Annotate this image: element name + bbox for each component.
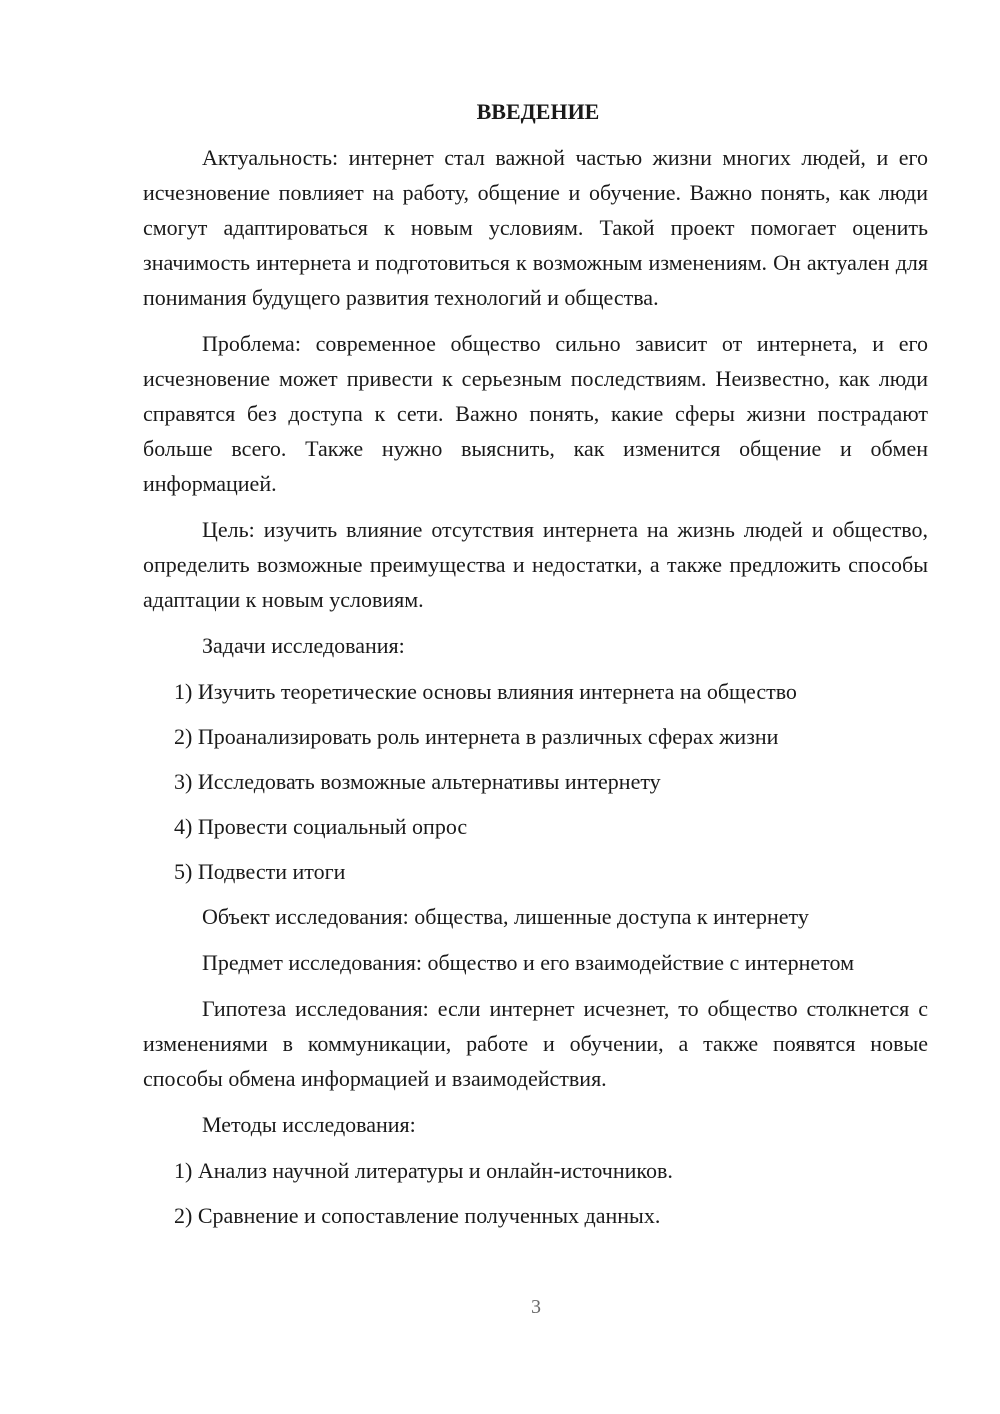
task-item: 5) Подвести итоги <box>174 859 346 884</box>
object-paragraph: Объект исследования: общества, лишенные доступа к интернету <box>202 904 809 929</box>
subject-paragraph: Предмет исследования: общество и его взаимодействие с интернетом <box>202 950 855 975</box>
method-item: 1) Анализ научной литературы и онлайн-источников. <box>174 1158 673 1183</box>
method-item: 2) Сравнение и сопоставление полученных данных. <box>174 1203 661 1228</box>
task-item: 1) Изучить теоретические основы влияния интернета на общество <box>174 679 797 704</box>
section-title: ВВЕДЕНИЕ <box>476 99 600 124</box>
relevance-paragraph: Актуальность: интернет стал важной частью жизни многих людей, и его исчезновение повлияет на работу, общение и обучение. Важно понять, как люди смогут адаптироваться к новым условиям. Такой проект помогает оценить значимость интернета и подготовиться к возможным изменениям. Он актуален для понимания будущего развития технологий и общества. <box>143 145 928 310</box>
page-number: 3 <box>531 1296 541 1318</box>
hypothesis-paragraph: Гипотеза исследования: если интернет исчезнет, то общество столкнется с изменениями в коммуникации, работе и обучении, а также появятся новые способы обмена информацией и взаимодействия. <box>143 996 928 1091</box>
problem-paragraph: Проблема: современное общество сильно зависит от интернета, и его исчезновение может привести к серьезным последствиям. Неизвестно, как люди справятся без доступа к сети. Важно понять, какие сферы жизни пострадают больше всего. Также нужно выяснить, как изменится общение и обмен информацией. <box>143 331 928 496</box>
tasks-heading: Задачи исследования: <box>202 633 405 658</box>
methods-heading: Методы исследования: <box>202 1112 416 1137</box>
task-item: 3) Исследовать возможные альтернативы интернету <box>174 769 661 794</box>
goal-paragraph: Цель: изучить влияние отсутствия интернета на жизнь людей и общество, определить возможные преимущества и недостатки, а также предложить способы адаптации к новым условиям. <box>143 517 928 612</box>
document-page <box>143 94 928 1243</box>
task-item: 2) Проанализировать роль интернета в различных сферах жизни <box>174 724 779 749</box>
task-item: 4) Провести социальный опрос <box>174 814 468 839</box>
